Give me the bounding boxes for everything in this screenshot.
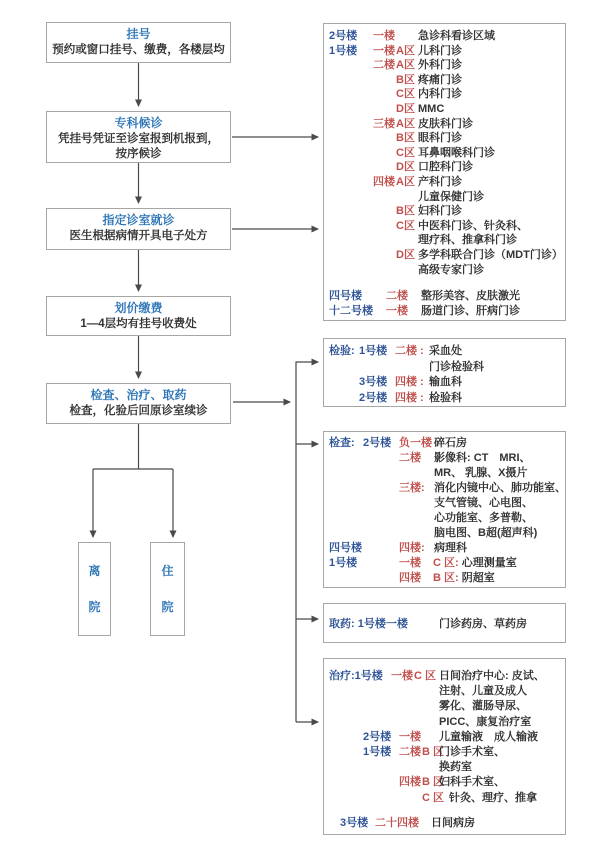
- text-segment: 儿科门诊: [418, 44, 462, 57]
- flow-step-body: [47, 229, 230, 244]
- text-segment: 门诊药房、草药房: [439, 618, 527, 630]
- text-line: [329, 29, 563, 44]
- flow-step-registration: [46, 22, 231, 63]
- flow-step-specialist-waiting: [46, 111, 231, 163]
- text-segment: 门诊手术室、: [439, 746, 505, 759]
- text-segment: 四号楼: [329, 542, 362, 554]
- flow-step-body: [47, 43, 230, 58]
- text-segment: C 区: [422, 791, 444, 804]
- text-line: [329, 806, 563, 816]
- text-segment: 四楼: [399, 572, 421, 584]
- text-line: [329, 791, 563, 806]
- text-segment: 耳鼻咽喉科门诊: [418, 146, 495, 159]
- text-line: [329, 175, 563, 190]
- text-line: [329, 699, 563, 714]
- text-segment: C区: [396, 219, 415, 232]
- text-segment: 四楼: [373, 175, 395, 188]
- flow-step-exam-treatment-pharmacy: [46, 383, 231, 424]
- text-line: [329, 360, 563, 376]
- text-segment: A区: [396, 44, 415, 57]
- text-segment: 检验:: [329, 345, 355, 357]
- text-segment: 消化内镜中心、肺功能室、: [434, 482, 566, 494]
- text-segment: 病理科: [434, 542, 467, 554]
- text-line: [329, 511, 563, 526]
- text-segment: 中医科门诊、针灸科、: [418, 219, 528, 232]
- text-segment: 1号楼: [329, 44, 358, 57]
- text-line: [47, 317, 230, 332]
- text-line: [329, 526, 563, 541]
- text-segment: 二楼: [373, 59, 395, 72]
- text-segment: A区: [396, 175, 415, 188]
- text-segment: 支气管镜、心电图、: [434, 497, 533, 509]
- text-segment: 按序候诊: [115, 148, 162, 160]
- text-segment: 二楼: [399, 746, 421, 759]
- text-segment: 三楼: [373, 117, 395, 130]
- text-segment: 一楼: [399, 557, 421, 569]
- text-segment: 2号楼: [363, 437, 392, 449]
- text-segment: 四号楼: [329, 290, 362, 303]
- text-segment: C 区:: [433, 557, 462, 569]
- text-line: [329, 73, 563, 88]
- flow-step-title: 挂号: [126, 27, 151, 41]
- text-segment: 1号楼: [329, 557, 358, 569]
- text-segment: 日间病房: [431, 816, 475, 829]
- text-segment: 心理测量室: [461, 557, 517, 569]
- text-segment: 一楼: [391, 670, 413, 682]
- text-line: [329, 466, 563, 481]
- outcome-discharge: [78, 542, 111, 636]
- text-segment: 整形美容、皮肤激光: [421, 290, 520, 303]
- text-segment: B区: [396, 205, 415, 218]
- text-segment: 检验科: [429, 391, 462, 404]
- text-line: [47, 43, 230, 58]
- text-line: [329, 730, 563, 745]
- text-segment: 预约或窗口挂号、缴费，各楼层均: [52, 44, 225, 56]
- text-segment: 妇科手术室、: [439, 776, 505, 789]
- text-segment: 3号楼: [359, 376, 388, 388]
- text-segment: 影像科: CT MRI、: [434, 452, 531, 464]
- text-segment: 外科门诊: [418, 59, 462, 72]
- text-segment: 治疗:1号楼: [329, 670, 383, 682]
- text-line: [47, 404, 230, 419]
- text-line: [47, 132, 230, 147]
- text-line: [329, 58, 563, 73]
- text-segment: 凭挂号凭证至诊室报到机报到，: [58, 133, 219, 145]
- text-segment: 碎石房: [434, 437, 467, 449]
- text-segment: 一楼: [399, 730, 421, 743]
- text-line: [329, 715, 563, 730]
- text-line: [329, 684, 563, 699]
- text-segment: A区: [396, 117, 415, 130]
- text-segment: 产科门诊: [418, 175, 462, 188]
- text-segment: B 区: [422, 746, 444, 759]
- text-segment: 针灸、理疗、推拿: [449, 791, 537, 804]
- text-segment: 四楼:: [399, 542, 425, 554]
- text-line: [329, 760, 563, 775]
- text-segment: 皮肤科门诊: [418, 117, 473, 130]
- text-segment: C区: [396, 88, 415, 101]
- text-segment: 注射、儿童及成人: [439, 685, 527, 698]
- flow-step-body: [47, 404, 230, 419]
- text-segment: 3号楼: [340, 816, 369, 829]
- text-segment: 雾化、灌肠导尿、: [439, 700, 527, 713]
- text-segment: 2号楼: [363, 730, 392, 743]
- text-segment: 阴超室: [461, 572, 495, 584]
- text-line: [329, 44, 563, 59]
- text-segment: B区: [396, 132, 415, 145]
- outcome-label: 离院: [88, 564, 101, 614]
- text-segment: 一楼: [373, 44, 395, 57]
- panel-pharmacy: [323, 603, 566, 643]
- text-segment: 眼科门诊: [418, 132, 462, 145]
- text-line: [329, 451, 563, 466]
- text-line: [47, 229, 230, 244]
- text-segment: MMC: [418, 102, 445, 115]
- text-line: [329, 233, 563, 248]
- text-segment: 口腔科门诊: [418, 161, 473, 174]
- text-segment: 疼痛门诊: [418, 73, 462, 86]
- text-line: [329, 102, 563, 117]
- text-line: [329, 616, 563, 632]
- text-segment: 二楼: [386, 290, 408, 303]
- text-segment: C区: [396, 146, 415, 159]
- text-segment: B区: [396, 73, 415, 86]
- outcome-hospitalization: [150, 542, 185, 636]
- text-line: [329, 131, 563, 146]
- text-line: [329, 87, 563, 102]
- text-segment: 肠道门诊、肝病门诊: [421, 304, 520, 317]
- text-segment: 儿童保健门诊: [418, 190, 484, 203]
- flow-step-body: [47, 132, 230, 162]
- text-segment: 门诊检验科: [429, 360, 484, 373]
- text-line: [329, 117, 563, 132]
- text-segment: 理疗科、推拿科门诊: [418, 234, 517, 247]
- flow-step-title: 指定诊室就诊: [102, 213, 175, 227]
- panel-lab-tests: [323, 338, 566, 407]
- outcome-split-arrows: [93, 424, 173, 537]
- text-line: [329, 745, 563, 760]
- text-line: [329, 344, 563, 360]
- text-segment: 二楼: [399, 452, 421, 464]
- text-segment: A区: [396, 59, 415, 72]
- text-line: [329, 669, 563, 684]
- text-segment: 四楼 :: [395, 376, 424, 388]
- panel-examinations: [323, 431, 566, 588]
- text-line: [329, 391, 563, 407]
- text-line: [329, 146, 563, 161]
- text-segment: 2号楼: [359, 391, 388, 404]
- text-line: [329, 277, 563, 289]
- text-segment: 一楼: [373, 30, 395, 42]
- text-segment: 一楼: [386, 304, 408, 317]
- flow-step-title: 划价缴费: [114, 301, 163, 315]
- text-segment: B 区: [422, 776, 444, 789]
- text-line: [47, 147, 230, 162]
- text-segment: 脑电图、B超(超声科): [434, 527, 538, 539]
- text-segment: 1—4层均有挂号收费处: [80, 318, 197, 330]
- panel-treatment: [323, 658, 566, 835]
- text-segment: 内科门诊: [418, 88, 462, 101]
- text-segment: 四楼: [399, 776, 421, 789]
- text-line: [329, 541, 563, 556]
- text-line: [329, 571, 563, 586]
- text-segment: D区: [396, 161, 415, 174]
- text-segment: 多学科联合门诊（MDT门诊）: [418, 248, 563, 261]
- text-segment: 二楼 :: [395, 345, 424, 357]
- text-line: [329, 436, 563, 451]
- text-segment: MR、 乳腺、X摄片: [434, 467, 528, 479]
- text-segment: B 区:: [433, 572, 462, 584]
- text-segment: 换药室: [439, 761, 472, 774]
- text-segment: 输血科: [429, 376, 462, 388]
- flow-step-title: 专科候诊: [114, 116, 163, 130]
- text-segment: 负一楼: [399, 437, 432, 449]
- text-line: [329, 289, 563, 304]
- text-line: [329, 204, 563, 219]
- text-line: [329, 304, 563, 319]
- text-segment: 三楼:: [399, 482, 425, 494]
- text-segment: C 区: [414, 670, 436, 682]
- text-segment: 十二号楼: [329, 304, 373, 317]
- text-line: [329, 248, 563, 263]
- text-segment: 儿童输液 成人输液: [439, 730, 538, 743]
- text-segment: 二十四楼: [375, 816, 419, 829]
- text-segment: D区: [396, 248, 415, 261]
- text-line: [329, 263, 563, 278]
- text-line: [329, 775, 563, 790]
- text-line: [329, 190, 563, 205]
- text-segment: 1号楼: [359, 345, 388, 357]
- flow-step-pricing-payment: [46, 296, 231, 336]
- text-segment: 1号楼: [363, 746, 392, 759]
- text-segment: 妇科门诊: [418, 205, 462, 218]
- text-segment: PICC、康复治疗室: [439, 715, 532, 728]
- text-line: [329, 481, 566, 496]
- text-line: [329, 375, 563, 391]
- text-segment: 四楼 :: [395, 391, 424, 404]
- text-line: [329, 816, 563, 831]
- text-segment: 日间治疗中心: 皮试、: [439, 670, 545, 682]
- panel-link-arrows: [232, 137, 318, 722]
- panel-clinic-locations: [323, 23, 566, 321]
- flow-step-title: 检查、治疗、取药: [90, 388, 187, 402]
- text-segment: D区: [396, 102, 415, 115]
- text-segment: 医生根据病情开具电子处方: [69, 230, 208, 242]
- text-segment: 采血处: [429, 345, 462, 357]
- text-segment: 取药: 1号楼一楼: [329, 618, 408, 630]
- text-line: [329, 556, 563, 571]
- text-line: [329, 496, 563, 511]
- text-segment: 心功能室、多普勒、: [434, 512, 533, 524]
- text-segment: 2号楼: [329, 30, 358, 42]
- flow-step-body: [47, 317, 230, 332]
- text-segment: 急诊科看诊区域: [418, 30, 495, 42]
- text-segment: 检查:: [329, 437, 355, 449]
- outcome-label: 住院: [161, 564, 174, 614]
- text-line: [329, 160, 563, 175]
- text-line: [329, 219, 563, 234]
- text-segment: 高级专家门诊: [418, 263, 484, 276]
- text-segment: 检查，化验后回原诊室续诊: [69, 405, 208, 417]
- flow-step-consulting-room: [46, 208, 231, 250]
